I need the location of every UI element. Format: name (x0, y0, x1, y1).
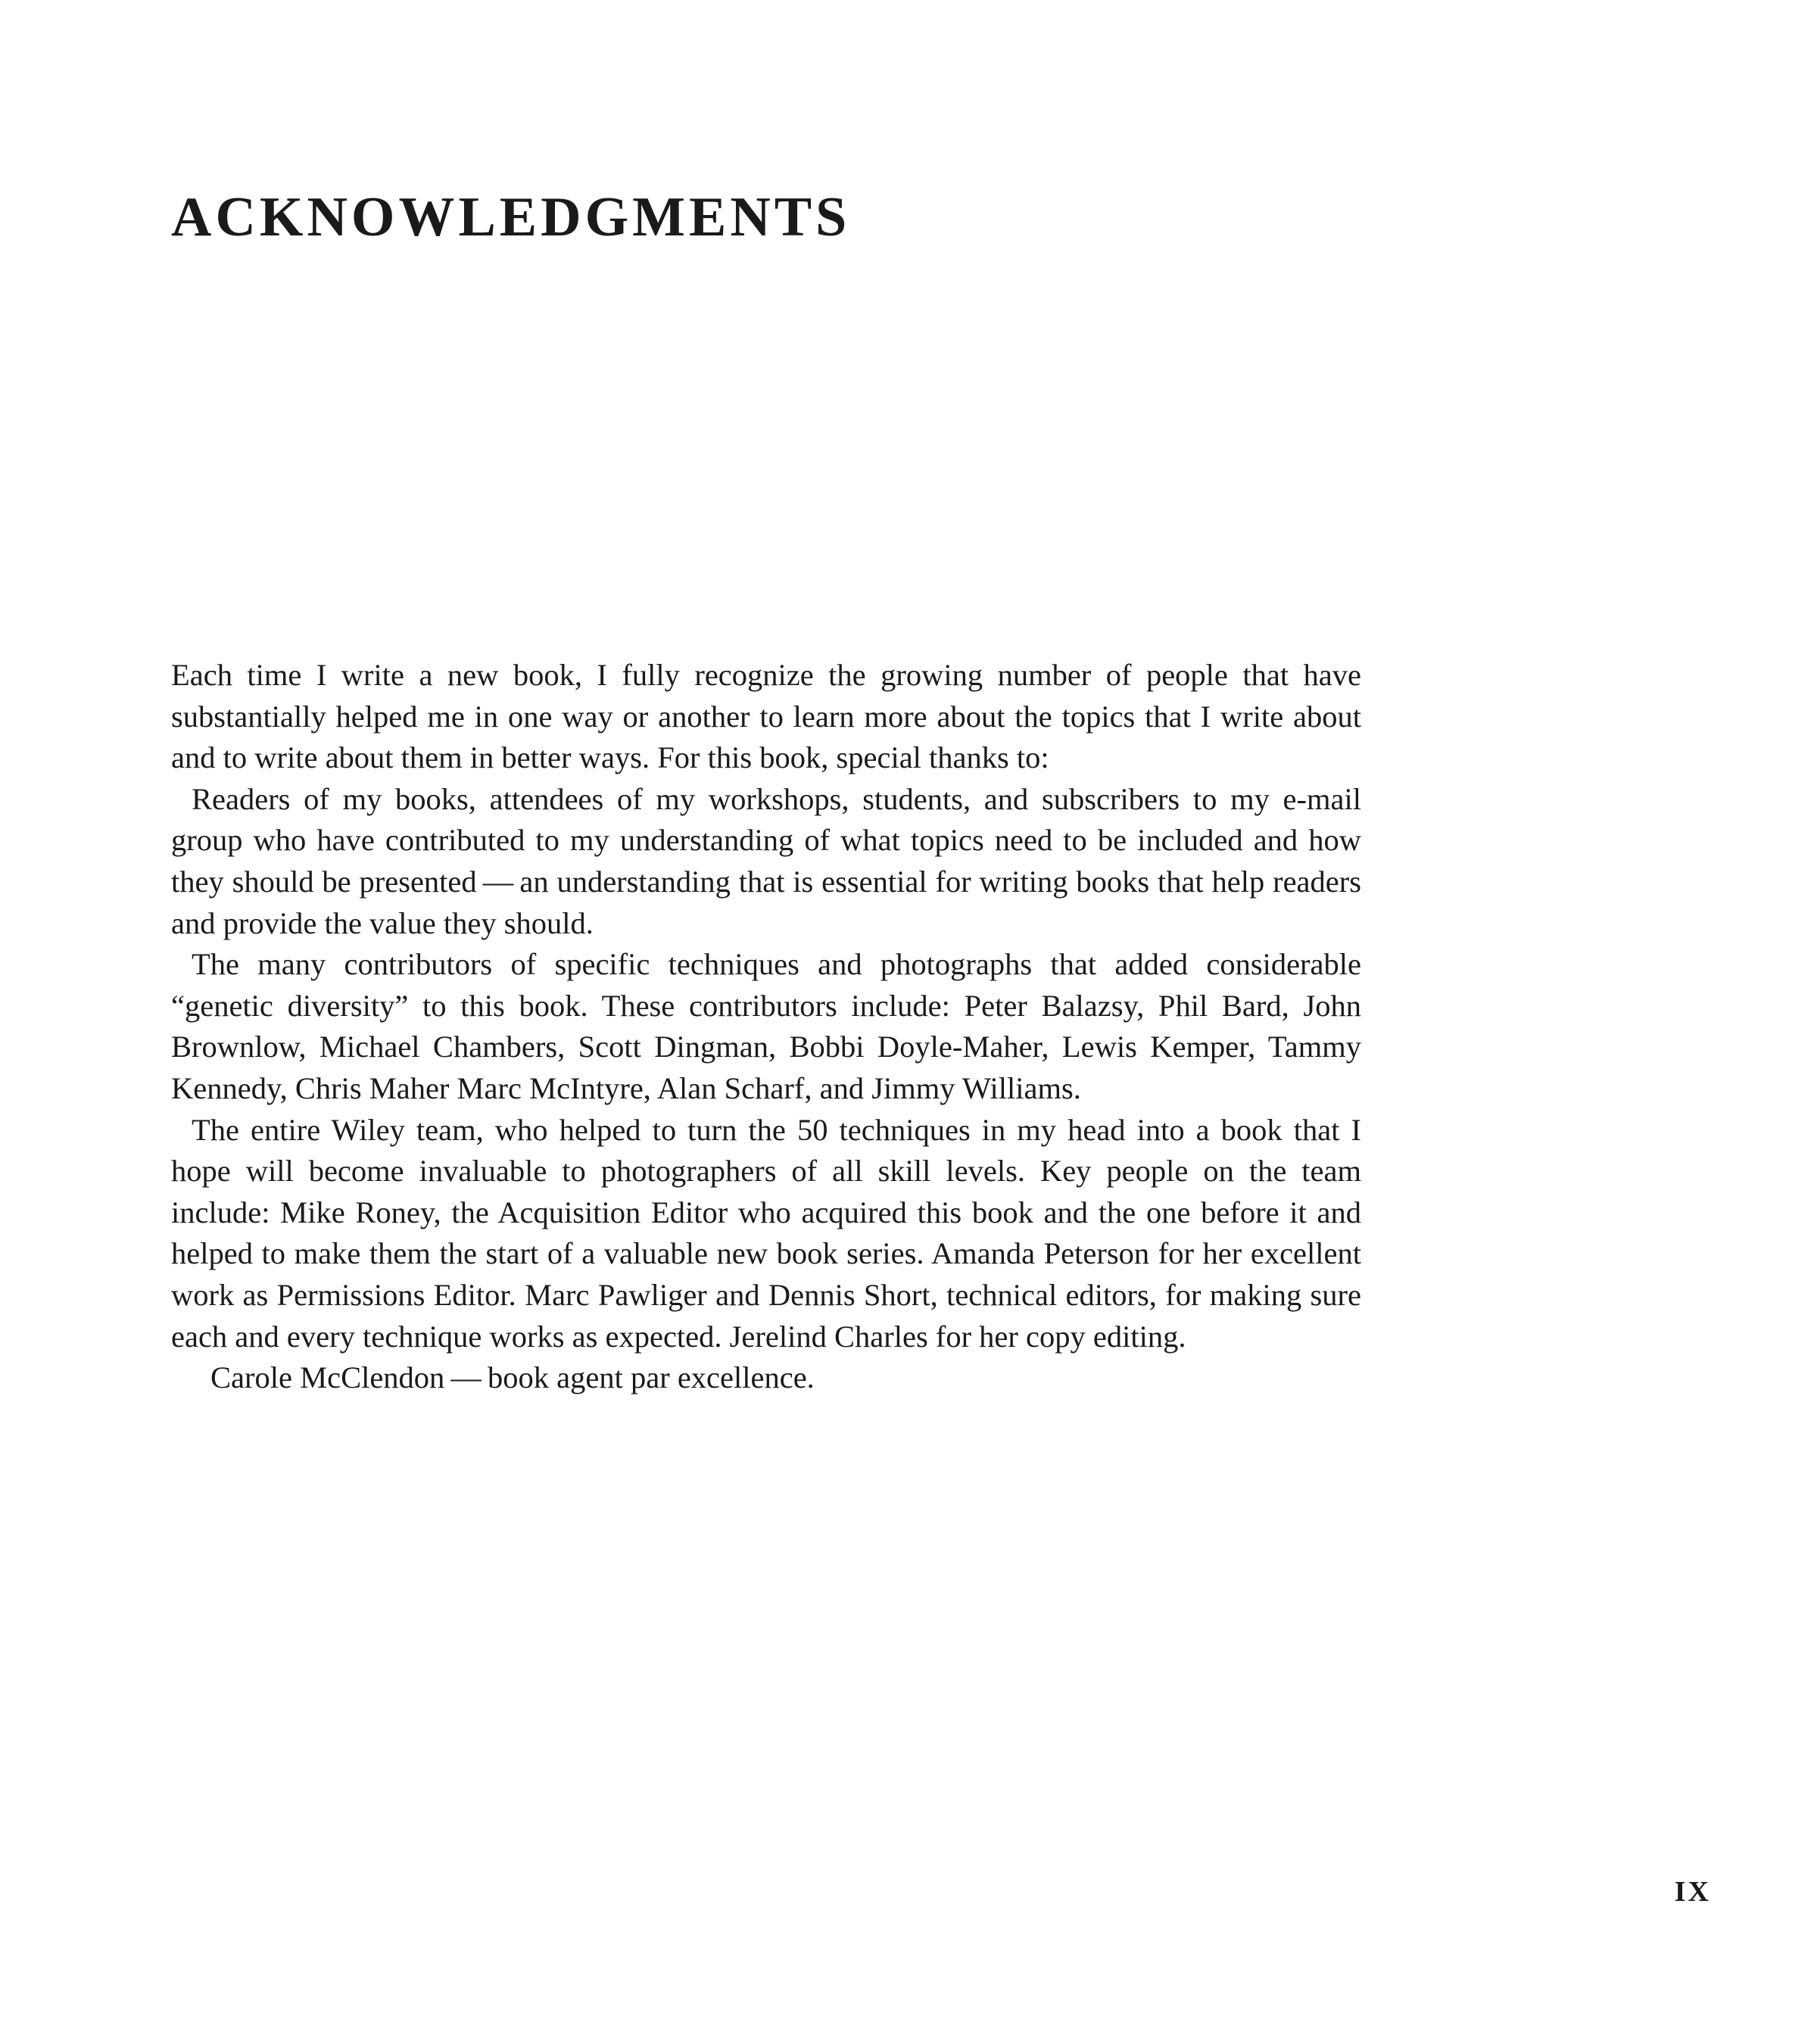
paragraph-contributors: The many contributors of specific techniques and photographs that added considerable “genetic diversity” to this book. These contributors include: Peter Balazsy, Phil Bard, John Brownlow, Michael Chambers, Scott Dingman, Bobbi Doyle-Maher, Lewis Kemper, Tammy Kennedy, Chris Maher Marc McIntyre, Alan Scharf, and Jimmy Williams. (171, 947, 1361, 1105)
paragraph-agent: Carole McClendon — book agent par excellence. (210, 1360, 815, 1395)
page-number: IX (1674, 1876, 1711, 1908)
acknowledgments-body (171, 655, 1361, 1399)
paragraph-intro: Each time I write a new book, I fully recognize the growing number of people that have substantially helped me in one way or another to learn more about the topics that I write about and to write about them in better ways. For this book, special thanks to: (171, 658, 1361, 775)
paragraph-readers: Readers of my books, attendees of my workshops, students, and subscribers to my e-mail group who have contributed to my understanding of what topics need to be included and how they should be presented — an understanding that is essential for writing books that help readers and provide the value they should. (171, 781, 1361, 940)
page-title: ACKNOWLEDGMENTS (171, 186, 851, 248)
paragraph-wiley-team: The entire Wiley team, who helped to turn the 50 techniques in my head into a book that I hope will become invaluable to photographers of all skill levels. Key people on the team include: Mike Roney, the Acquisition Editor who acquired this book and the one before it and helped to make them the start of a valuable new book series. Amanda Peterson for her excellent work as Permissions Editor. Marc Pawliger and Dennis Short, technical editors, for making sure each and every technique works as expected. Jerelind Charles for her copy editing. (171, 1112, 1361, 1354)
